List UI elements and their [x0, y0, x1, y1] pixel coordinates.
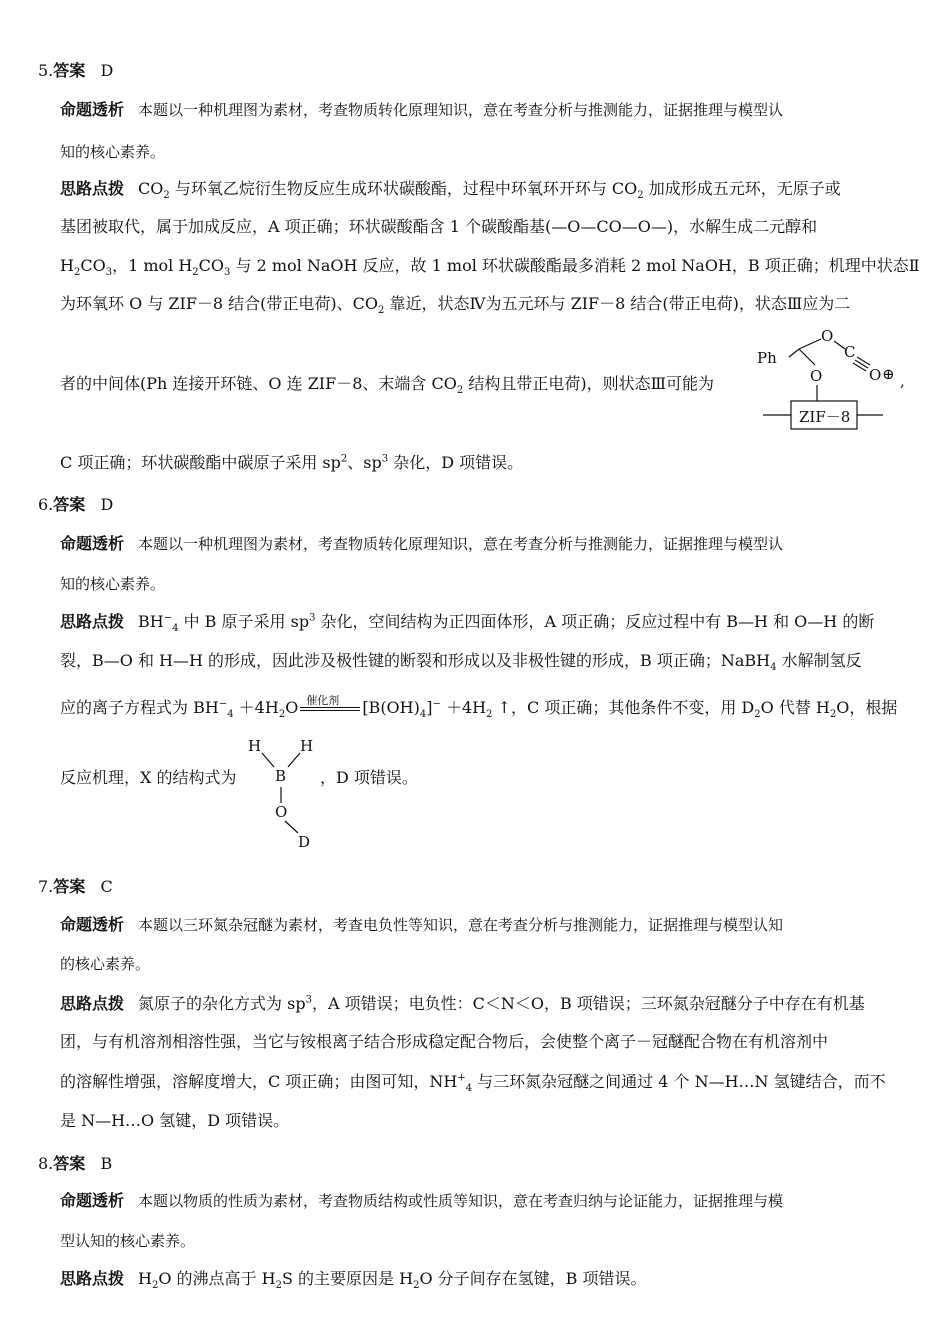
- q6-idea-line-4a: 反应机理，X 的结构式为: [60, 768, 237, 787]
- q6-number: 6.: [38, 495, 54, 514]
- q6-analysis-line-2: 知的核心素养。: [60, 575, 166, 593]
- q6-analysis-line-1: 命题透析 本题以一种机理图为素材，考查物质转化原理知识，意在考查分析与推测能力，证据推理与模型认: [60, 534, 784, 553]
- b-label: B: [275, 767, 287, 785]
- h2-label: H: [300, 737, 314, 755]
- o1-label: O: [821, 327, 834, 345]
- q7-idea-line-3: 的溶解性增强，溶解度增大，C 项正确；由图可知，$NH^+_4$ 与三环氮杂冠醚之间通过 4 个 N—H…N 氢键结合，而不: [60, 1072, 886, 1095]
- q7-idea-label: 思路点拨: [60, 994, 125, 1013]
- q7-header: [38, 874, 113, 897]
- q5-answer-label: 答案: [53, 61, 86, 80]
- q5-header: [38, 58, 113, 81]
- o-label: O: [275, 803, 288, 821]
- zif-label: ZIF－8: [799, 408, 851, 426]
- q5-analysis-line-1: 命题透析 本题以一种机理图为素材，考查物质转化原理知识，意在考查分析与推测能力，证据推理与模型认: [60, 100, 784, 119]
- q6-x-structure: [240, 735, 330, 855]
- q5-idea-line-5: 者的中间体(Ph 连接开环链、O 连 ZIF－8、末端含 $CO_2$ 结构且带正电荷)，则状态Ⅲ可能为: [60, 374, 715, 397]
- q5-analysis-label: 命题透析: [60, 100, 125, 119]
- q5-analysis-line-2: 知的核心素养。: [60, 143, 166, 161]
- q6-header: [38, 492, 113, 515]
- c-label: C: [844, 343, 856, 361]
- q7-analysis-label: 命题透析: [60, 915, 125, 934]
- q7-answer: C: [100, 877, 113, 896]
- q8-number: 8.: [38, 1154, 54, 1173]
- q5-idea-line-6: C 项正确；环状碳酸酯中碳原子采用 $sp^2$、$sp^3$ 杂化，D 项错误。: [60, 453, 524, 472]
- o3-label: O: [810, 367, 823, 385]
- o2-label: O: [869, 366, 882, 384]
- q6-idea-line-3: 应的离子方程式为 $BH^-_4 +4H_2O$ 催化剂 $[B(OH)_4]^- +4H_2$ ↑，C 项正确；其他条件不变，用 $D_2O$ 代替 $H_2O$，根据: [60, 693, 898, 721]
- q7-idea-line-4: 是 N—H…O 氢键，D 项错误。: [60, 1111, 290, 1130]
- q8-idea-line-1: 思路点拨 $H_2O$ 的沸点高于 $H_2S$ 的主要原因是 $H_2O$ 分子间存在氢键，B 项错误。: [60, 1269, 647, 1292]
- q5-idea-line-1: 思路点拨 $CO_2$ 与环氧乙烷衍生物反应生成环状碳酸酯，过程中环氧环开环与 $CO_2$ 加成形成五元环，无原子或: [60, 179, 841, 202]
- q8-answer-label: 答案: [53, 1154, 86, 1173]
- q7-number: 7.: [38, 877, 54, 896]
- ph-label: Ph: [757, 349, 777, 367]
- q8-header: [38, 1151, 112, 1174]
- q8-analysis-line-2: 型认知的核心素养。: [60, 1232, 196, 1250]
- q8-idea-label: 思路点拨: [60, 1269, 125, 1288]
- q5-idea-label: 思路点拨: [60, 179, 125, 198]
- q8-analysis-label: 命题透析: [60, 1191, 125, 1210]
- q6-idea-label: 思路点拨: [60, 612, 125, 631]
- q7-idea-line-1: 思路点拨 氮原子的杂化方式为 $sp^3$，A 项错误；电负性：C＜N＜O，B 项错误；三环氮杂冠醚分子中存在有机基: [60, 994, 865, 1013]
- q7-analysis-line-1: 命题透析 本题以三环氮杂冠醚为素材，考查电负性等知识，意在考查分析与推测能力，证据推理与模型认知: [60, 915, 784, 934]
- q5-idea-line-2: 基团被取代，属于加成反应，A 项正确；环状碳酸酯含 1 个碳酸酯基(—O—CO—O—)，水解生成二元醇和: [60, 217, 818, 236]
- q6-answer-label: 答案: [53, 495, 86, 514]
- q7-idea-line-2: 团，与有机溶剂相溶性强，当它与铵根离子结合形成稳定配合物后，会使整个离子－冠醚配合物在有机溶剂中: [60, 1032, 829, 1051]
- d-label: D: [298, 833, 311, 851]
- plus-charge: ⊕: [882, 365, 895, 383]
- q5-state3-structure: [755, 325, 905, 440]
- q5-idea-line-4: 为环氧环 O 与 ZIF－8 结合(带正电荷)、$CO_2$ 靠近，状态Ⅳ为五元环与 ZIF－8 结合(带正电荷)，状态Ⅲ应为二: [60, 294, 851, 317]
- q6-idea-line-2: 裂，B—O 和 H—H 的形成，因此涉及极性键的断裂和形成以及非极性键的形成，B 项正确；NaBH$_4$ 水解制氢反: [60, 651, 862, 674]
- q5-comma: ,: [900, 372, 905, 390]
- q6-answer: D: [100, 495, 114, 514]
- q7-answer-label: 答案: [53, 877, 86, 896]
- h1-label: H: [248, 737, 262, 755]
- catalyst-arrow: 催化剂: [298, 702, 362, 716]
- q5-idea-line-3: $H_2CO_3$，1 mol $H_2CO_3$ 与 2 mol NaOH 反应，故 1 mol 环状碳酸酯最多消耗 2 mol NaOH，B 项正确；机理中状态Ⅱ: [60, 256, 920, 279]
- q5-number: 5.: [38, 61, 54, 80]
- q8-analysis-line-1: 命题透析 本题以物质的性质为素材，考查物质结构或性质等知识，意在考查归纳与论证能力，证据推理与模: [60, 1191, 784, 1210]
- q6-analysis-label: 命题透析: [60, 534, 125, 553]
- q6-idea-line-4b: ，D 项错误。: [320, 768, 418, 787]
- q7-analysis-line-2: 的核心素养。: [60, 955, 151, 973]
- q6-idea-line-1: 思路点拨 $BH^-_4$ 中 B 原子采用 $sp^3$ 杂化，空间结构为正四面体形，A 项正确；反应过程中有 B—H 和 O—H 的断: [60, 612, 875, 635]
- q8-answer: B: [100, 1154, 113, 1173]
- q5-answer: D: [100, 61, 114, 80]
